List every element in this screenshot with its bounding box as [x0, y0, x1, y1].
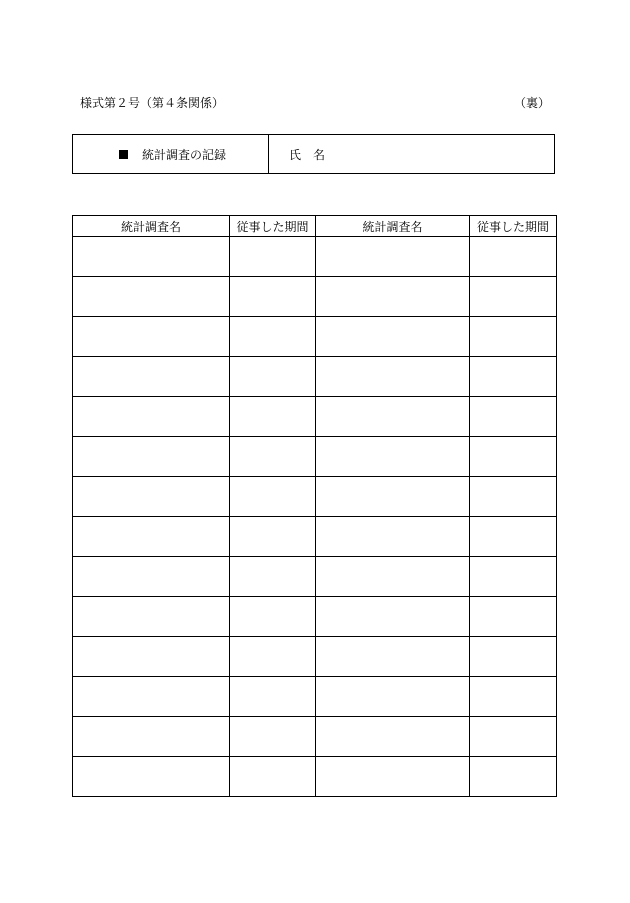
period-cell[interactable] [470, 397, 557, 437]
name-field[interactable] [269, 135, 325, 173]
period-cell[interactable] [470, 357, 557, 397]
table-row [73, 317, 557, 357]
black-square-icon [119, 150, 128, 159]
table-row [73, 557, 557, 597]
period-cell[interactable] [470, 477, 557, 517]
table-row [73, 357, 557, 397]
survey-name-cell[interactable] [73, 597, 230, 637]
survey-record-table [72, 215, 557, 797]
survey-name-cell[interactable] [316, 437, 470, 477]
period-cell[interactable] [230, 637, 316, 677]
survey-name-cell[interactable] [316, 637, 470, 677]
period-cell[interactable] [470, 637, 557, 677]
survey-name-cell[interactable] [73, 557, 230, 597]
survey-name-cell[interactable] [316, 677, 470, 717]
table-row [73, 477, 557, 517]
table-row [73, 237, 557, 277]
period-cell[interactable] [230, 397, 316, 437]
period-cell[interactable] [470, 557, 557, 597]
survey-name-cell[interactable] [316, 237, 470, 277]
period-cell[interactable] [230, 557, 316, 597]
survey-name-cell[interactable] [316, 517, 470, 557]
record-title-cell [73, 135, 269, 173]
survey-name-cell[interactable] [73, 517, 230, 557]
record-header-box [72, 134, 555, 174]
survey-name-cell[interactable] [316, 757, 470, 797]
survey-name-cell[interactable] [73, 397, 230, 437]
form-number-label: 様式第２号（第４条関係） [80, 96, 225, 110]
period-cell[interactable] [470, 317, 557, 357]
period-cell[interactable] [230, 317, 316, 357]
table-header-row [73, 216, 557, 237]
period-cell[interactable] [470, 237, 557, 277]
page-header [80, 94, 550, 112]
table-row [73, 637, 557, 677]
period-cell[interactable] [230, 237, 316, 277]
survey-name-cell[interactable] [73, 277, 230, 317]
column-header-period: 従事した期間 [230, 216, 316, 237]
period-cell[interactable] [230, 517, 316, 557]
page-side-label: （裏） [513, 96, 550, 110]
period-cell[interactable] [470, 277, 557, 317]
table-row [73, 517, 557, 557]
survey-name-cell[interactable] [316, 357, 470, 397]
column-header-survey-name: 統計調査名 [316, 216, 470, 237]
column-header-survey-name: 統計調査名 [73, 216, 230, 237]
survey-name-cell[interactable] [316, 557, 470, 597]
survey-name-cell[interactable] [73, 477, 230, 517]
period-cell[interactable] [470, 717, 557, 757]
table-row [73, 757, 557, 797]
survey-name-cell[interactable] [73, 677, 230, 717]
survey-name-cell[interactable] [73, 757, 230, 797]
survey-name-cell[interactable] [73, 237, 230, 277]
survey-name-cell[interactable] [73, 717, 230, 757]
survey-name-cell[interactable] [73, 637, 230, 677]
table-row [73, 277, 557, 317]
survey-name-cell[interactable] [73, 437, 230, 477]
period-cell[interactable] [470, 437, 557, 477]
period-cell[interactable] [470, 677, 557, 717]
period-cell[interactable] [470, 757, 557, 797]
table-row [73, 437, 557, 477]
survey-name-cell[interactable] [316, 317, 470, 357]
table-row [73, 717, 557, 757]
record-title: 統計調査の記録 [142, 147, 227, 162]
period-cell[interactable] [230, 477, 316, 517]
column-header-period: 従事した期間 [470, 216, 557, 237]
period-cell[interactable] [470, 597, 557, 637]
period-cell[interactable] [230, 277, 316, 317]
survey-name-cell[interactable] [316, 277, 470, 317]
table-row [73, 397, 557, 437]
table-body [73, 237, 557, 797]
survey-name-cell[interactable] [316, 597, 470, 637]
table-row [73, 597, 557, 637]
table-row [73, 677, 557, 717]
period-cell[interactable] [230, 757, 316, 797]
period-cell[interactable] [230, 357, 316, 397]
survey-name-cell[interactable] [316, 717, 470, 757]
period-cell[interactable] [230, 597, 316, 637]
period-cell[interactable] [470, 517, 557, 557]
survey-name-cell[interactable] [316, 477, 470, 517]
period-cell[interactable] [230, 677, 316, 717]
survey-name-cell[interactable] [73, 357, 230, 397]
period-cell[interactable] [230, 717, 316, 757]
survey-name-cell[interactable] [73, 317, 230, 357]
name-label: 氏 名 [289, 147, 326, 162]
period-cell[interactable] [230, 437, 316, 477]
survey-name-cell[interactable] [316, 397, 470, 437]
